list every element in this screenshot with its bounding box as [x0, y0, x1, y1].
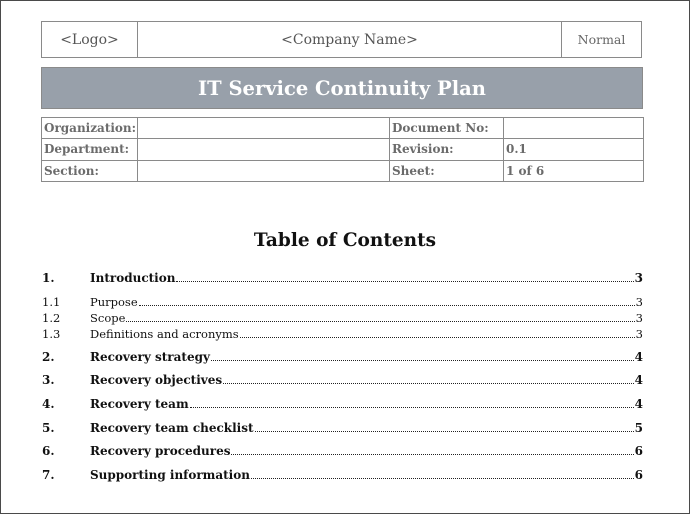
toc-entry-page: 3: [635, 311, 643, 325]
toc-entry-page: 5: [634, 421, 643, 435]
toc-entry-text: Introduction: [90, 271, 176, 285]
toc-entry-page: 6: [634, 468, 643, 482]
revision-value: 0.1: [504, 139, 644, 160]
organization-label: Organization:: [42, 118, 138, 139]
toc-entry-page: 4: [634, 373, 643, 387]
toc-leader-dots: [211, 351, 634, 361]
sheet-value: 1 of 6: [504, 160, 644, 181]
toc-entry-number: 7.: [42, 468, 55, 482]
toc-entry[interactable]: [42, 444, 643, 458]
toc-entry-number: 4.: [42, 397, 55, 411]
section-value: [138, 160, 390, 181]
document-no-value: [504, 118, 644, 139]
toc-entry-text: Supporting information: [90, 468, 250, 482]
toc-entry-text: Recovery team checklist: [90, 421, 254, 435]
toc-entry-page: 4: [634, 397, 643, 411]
toc-entry-text: Scope: [90, 311, 126, 325]
toc-entry-number: 6.: [42, 444, 55, 458]
toc-entry-text: Definitions and acronyms: [90, 327, 239, 341]
toc-entry-page: 4: [634, 350, 643, 364]
toc-entry-number: 2.: [42, 350, 55, 364]
toc-entry-text: Recovery strategy: [90, 350, 210, 364]
logo-placeholder: <Logo>: [42, 22, 138, 57]
toc-entry[interactable]: [42, 373, 643, 387]
toc-leader-dots: [190, 398, 634, 408]
toc-entry-text: Recovery objectives: [90, 373, 223, 387]
toc-entry-page: 3: [635, 295, 643, 309]
toc-leader-dots: [126, 312, 634, 322]
toc-entry-number: 1.3: [42, 327, 61, 341]
toc-entry[interactable]: [42, 271, 643, 285]
toc-leader-dots: [139, 296, 635, 306]
toc-entry-page: 3: [634, 271, 643, 285]
department-label: Department:: [42, 139, 138, 160]
toc-entry[interactable]: [42, 327, 643, 341]
toc-entry[interactable]: [42, 421, 643, 435]
toc-entry[interactable]: [42, 397, 643, 411]
toc-entry-page: 6: [634, 444, 643, 458]
toc-leader-dots: [223, 374, 634, 384]
toc-entry[interactable]: [42, 311, 643, 325]
document-header: [41, 21, 642, 58]
company-name: <Company Name>: [138, 22, 562, 57]
toc-leader-dots: [255, 422, 634, 432]
toc-entry[interactable]: [42, 468, 643, 482]
document-info-table: [41, 117, 644, 182]
section-label: Section:: [42, 160, 138, 181]
toc-heading: Table of Contents: [253, 230, 437, 251]
toc-leader-dots: [240, 328, 635, 338]
toc-leader-dots: [231, 445, 633, 455]
toc-entry-number: 1.1: [42, 295, 61, 309]
toc-entry-page: 3: [635, 327, 643, 341]
sheet-label: Sheet:: [390, 160, 504, 181]
toc-entry-number: 1.2: [42, 311, 61, 325]
style-label: Normal: [577, 32, 626, 47]
document-title: IT Service Continuity Plan: [41, 67, 643, 109]
revision-label: Revision:: [390, 139, 504, 160]
toc-entry-text: Recovery procedures: [90, 444, 231, 458]
toc-leader-dots: [176, 272, 633, 282]
toc-entry-number: 1.: [42, 271, 55, 285]
toc-entry-number: 3.: [42, 373, 55, 387]
toc-entry[interactable]: [42, 295, 643, 309]
toc-leader-dots: [251, 469, 634, 479]
document-no-label: Document No:: [390, 118, 504, 139]
toc-entry-number: 5.: [42, 421, 55, 435]
toc-entry-text: Purpose: [90, 295, 138, 309]
toc-entry-text: Recovery team: [90, 397, 189, 411]
toc-entry[interactable]: [42, 350, 643, 364]
department-value: [138, 139, 390, 160]
organization-value: [138, 118, 390, 139]
